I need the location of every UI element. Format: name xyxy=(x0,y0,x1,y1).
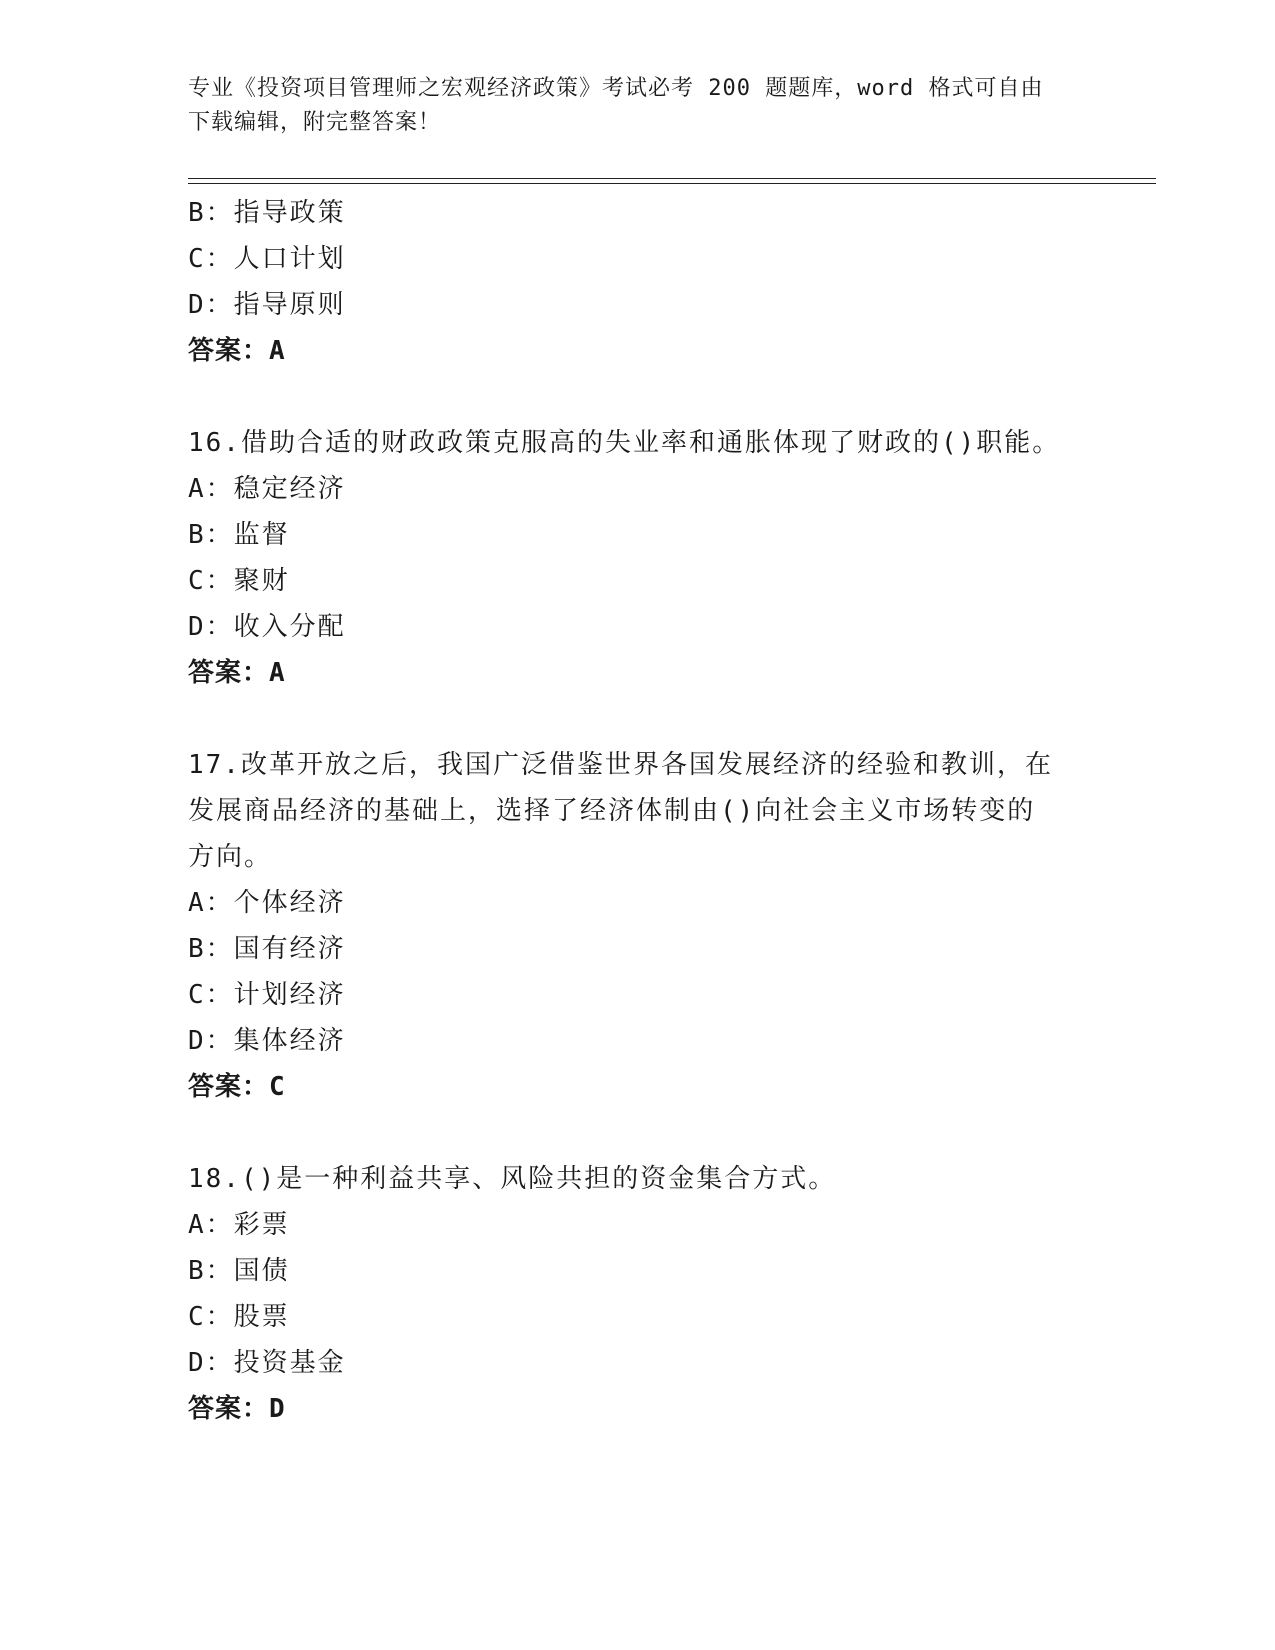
question-stem-line-1: 17.改革开放之后，我国广泛借鉴世界各国发展经济的经验和教训，在 xyxy=(188,750,1053,780)
spacer xyxy=(188,1110,1088,1156)
header-line-2: 下载编辑，附完整答案！ xyxy=(188,110,442,135)
document-header xyxy=(188,72,1068,140)
option-c: C：聚财 xyxy=(188,566,290,596)
answer: 答案：A xyxy=(188,658,286,688)
spacer xyxy=(188,696,1088,742)
answer: 答案：C xyxy=(188,1072,286,1102)
option-b: B：国债 xyxy=(188,1256,290,1286)
option-b: B：指导政策 xyxy=(188,198,346,228)
question-15-continued xyxy=(188,190,1088,374)
header-rule-top xyxy=(188,178,1156,179)
question-18 xyxy=(188,1156,1088,1432)
question-stem-line-3: 方向。 xyxy=(188,842,273,872)
spacer xyxy=(188,374,1088,420)
question-16 xyxy=(188,420,1088,696)
option-a: A：个体经济 xyxy=(188,888,346,918)
option-a: A：彩票 xyxy=(188,1210,290,1240)
option-b: B：国有经济 xyxy=(188,934,346,964)
question-17 xyxy=(188,742,1088,1110)
option-d: D：投资基金 xyxy=(188,1348,346,1378)
answer: 答案：A xyxy=(188,336,286,366)
header-line-1: 专业《投资项目管理师之宏观经济政策》考试必考 200 题题库，word 格式可自由 xyxy=(188,76,1044,101)
question-list xyxy=(188,190,1088,1432)
option-d: D：集体经济 xyxy=(188,1026,346,1056)
question-stem: 18.()是一种利益共享、风险共担的资金集合方式。 xyxy=(188,1164,837,1194)
answer: 答案：D xyxy=(188,1394,286,1424)
option-a: A：稳定经济 xyxy=(188,474,346,504)
option-c: C：股票 xyxy=(188,1302,290,1332)
option-c: C：人口计划 xyxy=(188,244,346,274)
option-c: C：计划经济 xyxy=(188,980,346,1010)
header-rule-bottom xyxy=(188,183,1156,184)
option-d: D：指导原则 xyxy=(188,290,346,320)
question-stem: 16.借助合适的财政政策克服高的失业率和通胀体现了财政的()职能。 xyxy=(188,428,1061,458)
option-b: B：监督 xyxy=(188,520,290,550)
option-d: D：收入分配 xyxy=(188,612,346,642)
question-stem-line-2: 发展商品经济的基础上，选择了经济体制由()向社会主义市场转变的 xyxy=(188,796,1036,826)
